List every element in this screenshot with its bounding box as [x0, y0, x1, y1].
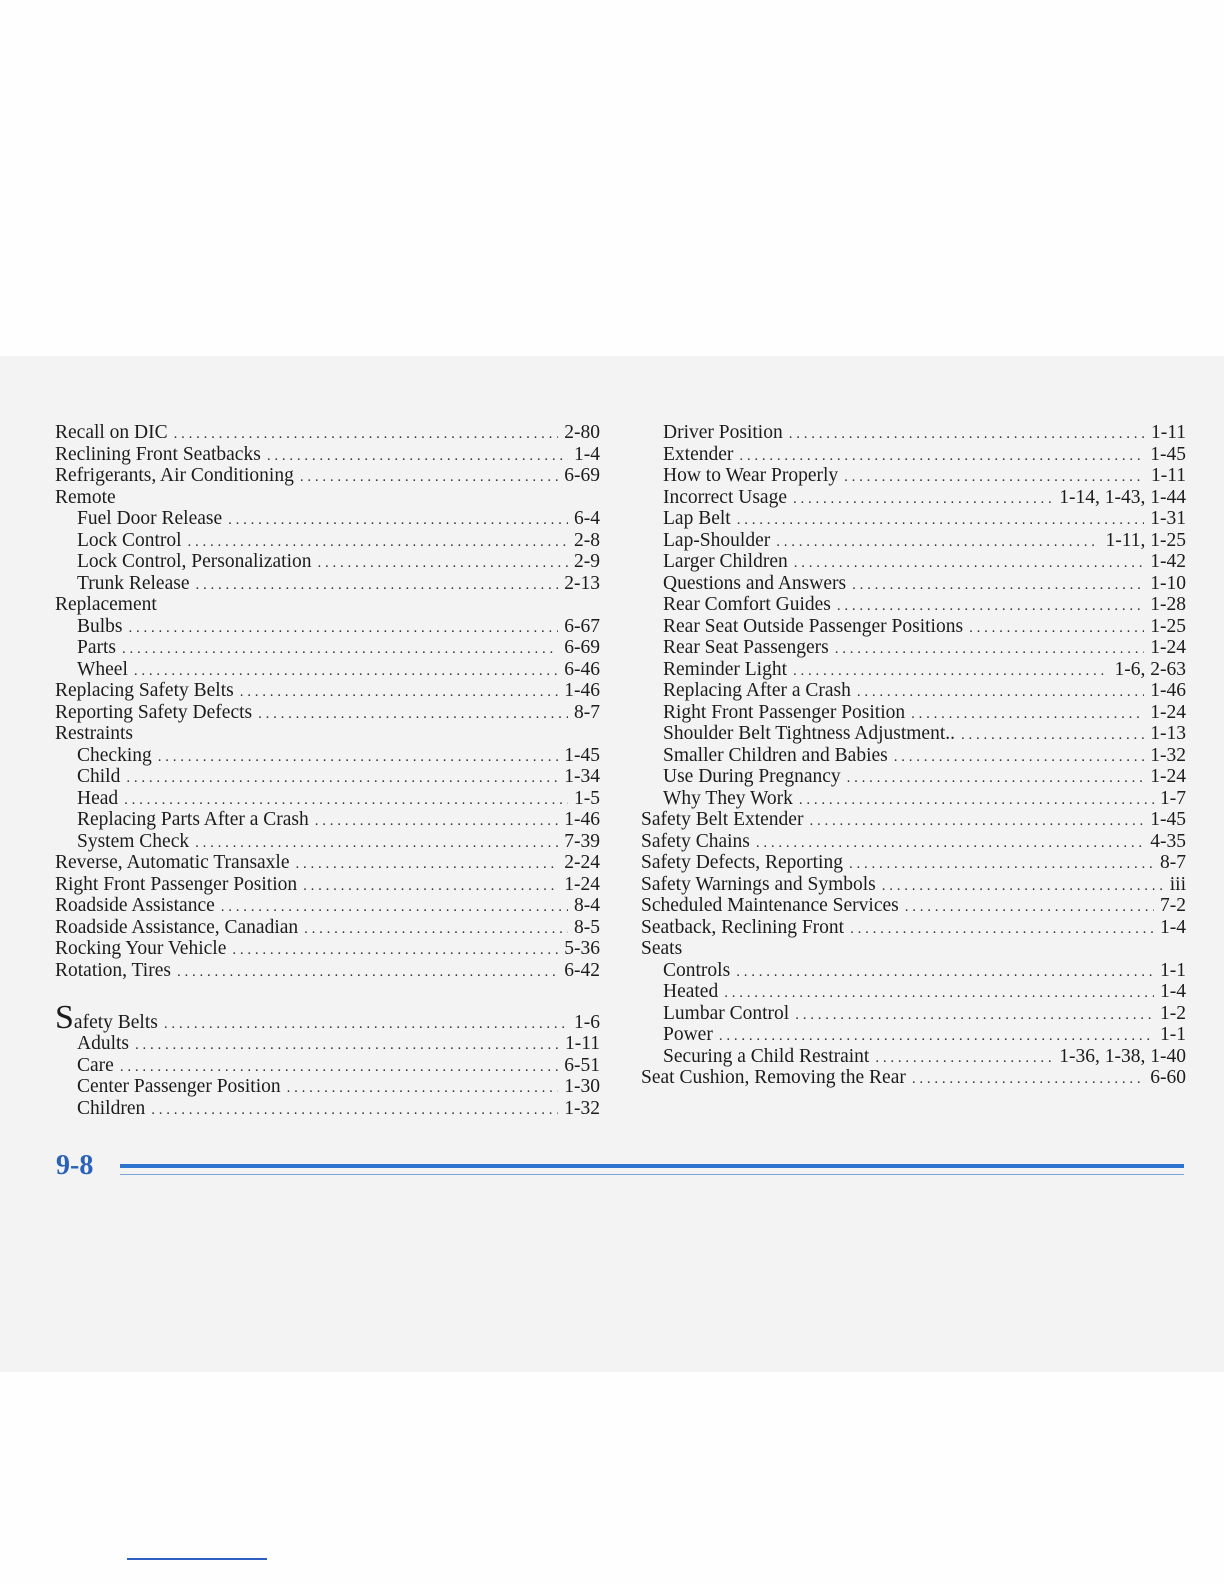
index-page-ref: 1-5: [574, 787, 600, 809]
index-entry: [55, 809, 600, 831]
index-term: Shoulder Belt Tightness Adjustment..: [663, 723, 955, 744]
index-entry: [55, 422, 600, 444]
index-term: Reminder Light: [663, 658, 788, 680]
index-entry: [55, 1076, 600, 1098]
index-page-ref: 1-46: [564, 680, 600, 701]
index-entry: [641, 723, 1186, 745]
index-term: Safety Warnings and Symbols: [641, 873, 876, 895]
index-entry: [641, 981, 1186, 1003]
dot-leader: [961, 725, 1144, 745]
index-term: Replacing Parts After a Crash: [77, 809, 309, 830]
index-entry: [55, 852, 600, 874]
index-page-ref: 8-7: [1160, 852, 1186, 873]
index-term: Trunk Release: [77, 572, 190, 594]
index-term: Parts: [77, 637, 116, 658]
index-page-ref: 1-32: [564, 1097, 600, 1119]
index-entry: [55, 960, 600, 982]
section-letter-entry: [55, 1003, 600, 1033]
dot-leader: [228, 510, 568, 530]
dot-leader: [835, 639, 1145, 659]
index-term: How to Wear Properly: [663, 465, 839, 486]
index-page-ref: 1-6: [574, 1012, 600, 1033]
index-term: Rear Comfort Guides: [663, 594, 831, 615]
index-term: Reporting Safety Defects: [55, 701, 253, 723]
dot-leader: [240, 682, 559, 702]
index-term: Lock Control, Personalization: [77, 551, 312, 572]
index-page-ref: 1-11: [1150, 465, 1186, 486]
index-term: Rocking Your Vehicle: [55, 938, 227, 959]
index-page-ref: 1-32: [1150, 744, 1186, 766]
index-entry: [55, 551, 600, 573]
index-page-ref: 1-14, 1-43, 1-44: [1059, 486, 1186, 508]
index-term: Children: [77, 1097, 146, 1119]
index-entry: [55, 1098, 600, 1120]
dot-leader: [739, 446, 1144, 466]
dot-leader: [318, 553, 569, 573]
dot-leader: [809, 811, 1144, 831]
index-entry: [55, 465, 600, 487]
index-entry: [641, 508, 1186, 530]
index-page-ref: 1-4: [574, 443, 600, 465]
index-page-ref: 1-11: [564, 1033, 600, 1054]
dot-leader: [300, 467, 558, 487]
dot-leader: [875, 1048, 1053, 1068]
index-term: Child: [77, 766, 121, 787]
dot-leader: [124, 790, 568, 810]
index-term: [55, 1003, 158, 1033]
index-page-ref: 1-45: [1150, 809, 1186, 830]
index-term: Lock Control: [77, 529, 182, 551]
index-entry: [641, 917, 1186, 939]
index-page-ref: 2-80: [564, 422, 600, 443]
index-entry: [641, 1046, 1186, 1068]
index-term: Scheduled Maintenance Services: [641, 895, 899, 916]
dot-leader: [120, 1057, 558, 1077]
dot-leader: [126, 768, 558, 788]
index-page-ref: 2-13: [564, 572, 600, 594]
dot-leader: [837, 596, 1144, 616]
dot-leader: [151, 1100, 558, 1120]
index-term: Care: [77, 1054, 114, 1076]
index-entry: [55, 938, 600, 960]
index-heading: Restraints: [55, 723, 133, 744]
dot-leader: [134, 661, 558, 681]
dot-leader: [756, 833, 1144, 853]
index-term: Incorrect Usage: [663, 486, 787, 508]
index-page-ref: 1-7: [1160, 787, 1186, 809]
index-entry: [641, 487, 1186, 509]
index-page-ref: 1-10: [1150, 572, 1186, 594]
dot-leader: [912, 1069, 1144, 1089]
index-term: Seat Cushion, Removing the Rear: [641, 1067, 906, 1088]
index-entry: [641, 594, 1186, 616]
index-page-ref: 1-34: [564, 766, 600, 787]
index-page-ref: 1-45: [564, 744, 600, 766]
index-entry: [641, 637, 1186, 659]
dot-leader: [894, 747, 1145, 767]
index-term: Adults: [77, 1033, 130, 1054]
index-entry: [55, 702, 600, 724]
index-term: Driver Position: [663, 422, 783, 443]
index-entry: [55, 530, 600, 552]
index-entry: [641, 465, 1186, 487]
index-page-ref: 6-46: [564, 658, 600, 680]
dot-leader: [911, 704, 1144, 724]
index-term: Why They Work: [663, 787, 793, 809]
index-entry: [641, 680, 1186, 702]
dot-leader: [736, 962, 1154, 982]
index-entry: [55, 573, 600, 595]
index-term: Head: [77, 787, 119, 809]
index-term: Controls: [663, 959, 731, 981]
index-page-ref: 1-28: [1150, 594, 1186, 615]
section-letter: S: [55, 1003, 74, 1033]
index-term: Fuel Door Release: [77, 508, 223, 529]
dot-leader: [164, 1009, 568, 1033]
index-term: Reverse, Automatic Transaxle: [55, 852, 290, 873]
index-term: Seatback, Reclining Front: [641, 916, 845, 938]
index-entry: [641, 551, 1186, 573]
index-entry: [641, 659, 1186, 681]
index-page-ref: 6-67: [564, 615, 600, 637]
dot-leader: [850, 919, 1154, 939]
index-heading: Seats: [641, 938, 683, 959]
index-page-ref: 1-24: [1150, 701, 1186, 723]
index-entry: [55, 444, 600, 466]
dot-leader: [776, 532, 1099, 552]
index-heading: Replacement: [55, 594, 157, 615]
index-entry: [55, 616, 600, 638]
index-entry: [55, 508, 600, 530]
dot-leader: [267, 446, 568, 466]
index-column-right: [641, 422, 1186, 1089]
index-entry: [55, 745, 600, 767]
index-page-ref: 1-1: [1160, 959, 1186, 981]
dot-leader: [315, 811, 558, 831]
index-entry: [641, 573, 1186, 595]
index-entry: [55, 637, 600, 659]
index-term: Wheel: [77, 658, 128, 680]
index-heading: Remote: [55, 486, 116, 508]
index-term: System Check: [77, 830, 190, 852]
index-page-ref: 1-25: [1150, 615, 1186, 637]
index-page-ref: 6-4: [574, 508, 600, 529]
dot-leader: [177, 962, 558, 982]
index-page-ref: 2-24: [564, 852, 600, 873]
dot-leader: [969, 618, 1144, 638]
dot-leader: [793, 489, 1053, 509]
index-page-ref: 6-60: [1150, 1067, 1186, 1088]
index-page-ref: 1-2: [1160, 1002, 1186, 1024]
index-entry: [55, 1033, 600, 1055]
index-entry: [641, 788, 1186, 810]
index-entry: [641, 422, 1186, 444]
index-entry: [55, 766, 600, 788]
index-term: Larger Children: [663, 551, 788, 572]
index-page-ref: 1-46: [564, 809, 600, 830]
dot-leader: [724, 983, 1154, 1003]
index-term: Roadside Assistance: [55, 895, 215, 916]
index-page-ref: 6-51: [564, 1054, 600, 1076]
dot-leader: [794, 553, 1145, 573]
index-term: Replacing After a Crash: [663, 680, 851, 701]
index-page-ref: 2-9: [574, 551, 600, 572]
index-entry: [55, 831, 600, 853]
dot-leader: [221, 897, 568, 917]
index-entry: [641, 444, 1186, 466]
index-page-ref: 6-69: [564, 465, 600, 486]
dot-leader: [844, 467, 1145, 487]
footer-rule-thin: [120, 1174, 1184, 1175]
index-term: Replacing Safety Belts: [55, 680, 234, 701]
index-term: Rear Seat Outside Passenger Positions: [663, 615, 964, 637]
index-page-ref: 4-35: [1150, 830, 1186, 852]
index-page-ref: 1-11: [1150, 422, 1186, 443]
dot-leader: [719, 1026, 1154, 1046]
index-entry: [55, 788, 600, 810]
index-entry: [641, 1067, 1186, 1089]
index-entry: [641, 809, 1186, 831]
index-entry: [55, 874, 600, 896]
index-page-ref: 6-69: [564, 637, 600, 658]
index-page-ref: 6-42: [564, 959, 600, 981]
dot-leader: [232, 940, 558, 960]
dot-leader: [799, 790, 1154, 810]
index-term: Heated: [663, 981, 719, 1002]
index-entry: [641, 1003, 1186, 1025]
bottom-link-line: [127, 1558, 267, 1560]
index-page-ref: 7-39: [564, 830, 600, 852]
index-page-ref: 1-13: [1150, 723, 1186, 744]
index-term: Rear Seat Passengers: [663, 637, 829, 658]
dot-leader: [737, 510, 1145, 530]
index-term: Lumbar Control: [663, 1002, 790, 1024]
index-entry: [641, 852, 1186, 874]
index-page-ref: 1-45: [1150, 443, 1186, 465]
index-term: Lap Belt: [663, 508, 731, 529]
index-page-ref: 1-6, 2-63: [1114, 658, 1186, 680]
dot-leader: [258, 704, 568, 724]
index-term: Right Front Passenger Position: [55, 873, 298, 895]
index-entry: [55, 659, 600, 681]
dot-leader: [158, 747, 559, 767]
dot-leader: [195, 833, 558, 853]
index-term: Refrigerants, Air Conditioning: [55, 465, 294, 486]
index-term: Bulbs: [77, 615, 123, 637]
dot-leader: [905, 897, 1154, 917]
index-term: Lap-Shoulder: [663, 529, 771, 551]
dot-leader: [296, 854, 559, 874]
dot-leader: [882, 876, 1164, 896]
index-term: Smaller Children and Babies: [663, 744, 888, 766]
index-entry: [55, 895, 600, 917]
index-page-ref: 1-31: [1150, 508, 1186, 529]
index-entry: [641, 616, 1186, 638]
index-term: Checking: [77, 744, 152, 766]
index-page-ref: 8-5: [574, 916, 600, 938]
index-entry: [641, 745, 1186, 767]
dot-leader: [174, 424, 559, 444]
dot-leader: [793, 661, 1108, 681]
page-number: 9-8: [56, 1150, 94, 1181]
index-page-ref: 1-24: [1150, 766, 1186, 787]
dot-leader: [135, 1035, 559, 1055]
index-page-ref: 1-4: [1160, 916, 1186, 938]
dot-leader: [857, 682, 1144, 702]
index-term: Questions and Answers: [663, 572, 847, 594]
index-page-ref: 1-42: [1150, 551, 1186, 572]
index-page-ref: iii: [1169, 873, 1186, 895]
index-term: Rotation, Tires: [55, 959, 171, 981]
index-entry: [641, 766, 1186, 788]
dot-leader: [287, 1078, 559, 1098]
index-column-left: [55, 422, 600, 1119]
index-page-ref: 1-4: [1160, 981, 1186, 1002]
index-entry: [641, 831, 1186, 853]
index-page-ref: 7-2: [1160, 895, 1186, 916]
index-term: Safety Chains: [641, 830, 750, 852]
index-entry: [55, 1055, 600, 1077]
index-term: Safety Belt Extender: [641, 809, 804, 830]
dot-leader: [122, 639, 558, 659]
index-page-ref: 1-1: [1160, 1024, 1186, 1045]
index-page-ref: 1-24: [1150, 637, 1186, 658]
index-page-ref: 2-8: [574, 529, 600, 551]
dot-leader: [129, 618, 559, 638]
index-entry: [55, 917, 600, 939]
index-term: Recall on DIC: [55, 422, 168, 443]
index-page-ref: 1-46: [1150, 680, 1186, 701]
index-entry: [641, 702, 1186, 724]
index-page-ref: 8-4: [574, 895, 600, 916]
index-term: Safety Defects, Reporting: [641, 852, 843, 873]
dot-leader: [795, 1005, 1154, 1025]
index-entry: [641, 1024, 1186, 1046]
index-entry: [641, 530, 1186, 552]
index-term: Roadside Assistance, Canadian: [55, 916, 299, 938]
footer-rule: [120, 1164, 1184, 1168]
index-term: Securing a Child Restraint: [663, 1045, 870, 1067]
index-term: Use During Pregnancy: [663, 766, 841, 787]
index-entry: [641, 960, 1186, 982]
index-entry: [641, 895, 1186, 917]
index-term: Right Front Passenger Position: [663, 701, 906, 723]
index-term: Reclining Front Seatbacks: [55, 443, 261, 465]
index-page-ref: 5-36: [564, 938, 600, 959]
index-term: Extender: [663, 443, 734, 465]
index-page-ref: 1-30: [564, 1076, 600, 1097]
index-term: Power: [663, 1024, 713, 1045]
index-page-ref: 1-11, 1-25: [1105, 529, 1186, 551]
dot-leader: [303, 876, 558, 896]
dot-leader: [195, 575, 558, 595]
dot-leader: [852, 575, 1144, 595]
index-term: Center Passenger Position: [77, 1076, 281, 1097]
dot-leader: [789, 424, 1145, 444]
index-entry: [641, 874, 1186, 896]
index-page-ref: 8-7: [574, 701, 600, 723]
dot-leader: [188, 532, 568, 552]
index-entry: [55, 680, 600, 702]
index-page-ref: 1-24: [564, 873, 600, 895]
index-page-ref: 1-36, 1-38, 1-40: [1059, 1045, 1186, 1067]
dot-leader: [849, 854, 1154, 874]
dot-leader: [847, 768, 1145, 788]
dot-leader: [304, 919, 568, 939]
section-term-rest: afety Belts: [73, 1012, 158, 1033]
